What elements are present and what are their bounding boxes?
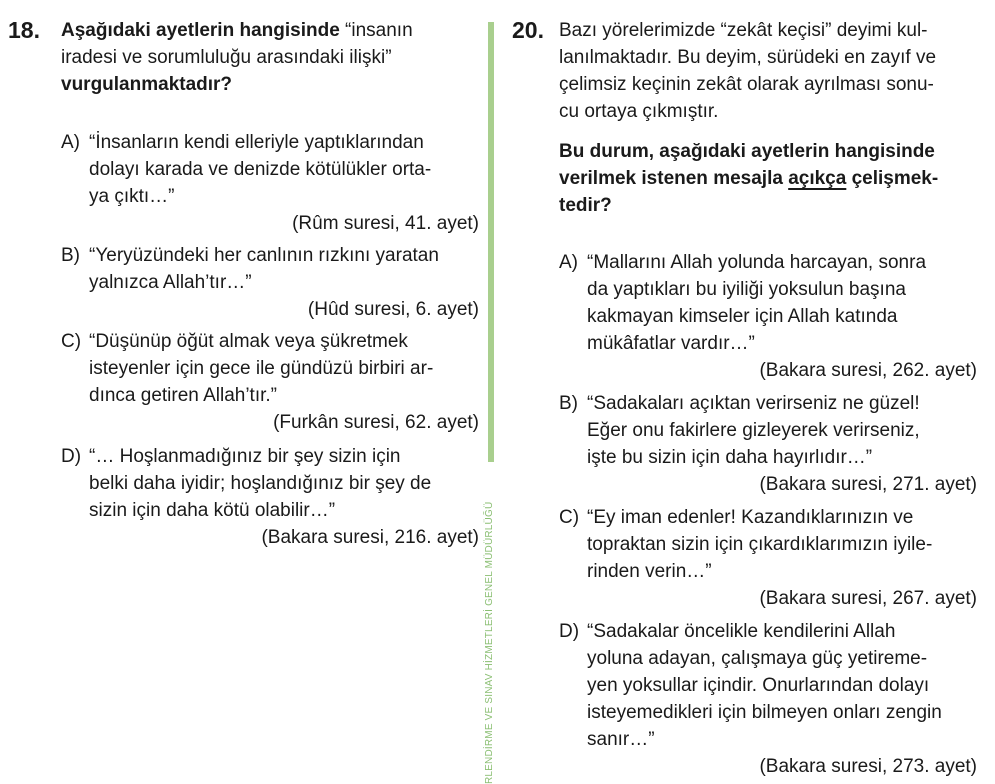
option-text-line: “Mallarını Allah yolunda harcayan, sonra xyxy=(587,252,927,273)
option-label: B) xyxy=(61,245,80,266)
option-text-line: “Ey iman edenler! Kazandıklarınızın ve xyxy=(587,507,914,528)
option-text-line: rinden verin…” xyxy=(587,561,712,582)
verse-reference: (Bakara suresi, 271. ayet) xyxy=(759,474,977,495)
verse-reference: (Furkân suresi, 62. ayet) xyxy=(273,412,479,433)
column-divider xyxy=(488,22,494,462)
option-label: C) xyxy=(61,331,82,352)
option-label: D) xyxy=(559,621,580,642)
option-text-line: yalnızca Allah’tır…” xyxy=(89,272,252,293)
option-text-line: sanır…” xyxy=(587,729,655,750)
option-text-line: “İnsanların kendi elleriyle yaptıklarından xyxy=(89,132,424,153)
option-label: D) xyxy=(61,446,82,467)
question-stem-line: Bu durum, aşağıdaki ayetlerin hangisinde xyxy=(559,141,935,162)
option-label: A) xyxy=(559,252,578,273)
option-text-line: da yaptıkları bu iyiliği yoksulun başına xyxy=(587,279,906,300)
verse-reference: (Rûm suresi, 41. ayet) xyxy=(292,213,479,234)
option-text-line: “Sadakaları açıktan verirseniz ne güzel! xyxy=(587,393,920,414)
option-text-line: dınca getiren Allah’tır.” xyxy=(89,385,277,406)
option-text-line: ya çıktı…” xyxy=(89,186,175,207)
sidebar-watermark-text: RLENDİRME VE SINAV HİZMETLERİ GENEL MÜDÜRLÜĞÜ xyxy=(484,501,495,784)
question-stem-line: vurgulanmaktadır? xyxy=(61,74,233,95)
verse-reference: (Bakara suresi, 267. ayet) xyxy=(759,588,977,609)
question-stem-line: verilmek istenen mesajla açıkça çelişmek- xyxy=(559,168,939,189)
question-stem-line: tedir? xyxy=(559,195,612,216)
option-text-line: yoluna adayan, çalışmaya güç yetireme- xyxy=(587,648,928,669)
question-stem-line: Aşağıdaki ayetlerin hangisinde “insanın xyxy=(61,20,413,41)
question-number: 20. xyxy=(512,17,544,43)
intro-line: çelimsiz keçinin zekât olarak ayrılması sonu- xyxy=(559,74,934,95)
verse-reference: (Bakara suresi, 273. ayet) xyxy=(759,756,977,777)
option-text-line: dolayı karada ve denizde kötülükler orta- xyxy=(89,159,432,180)
option-text-line: mükâfatlar vardır…” xyxy=(587,333,755,354)
intro-line: cu ortaya çıkmıştır. xyxy=(559,101,719,122)
option-text-line: “… Hoşlanmadığınız bir şey sizin için xyxy=(89,446,401,467)
option-text-line: isteyemedikleri için bilmeyen onları zengin xyxy=(587,702,942,723)
option-text-line: topraktan sizin için çıkardıklarımızın iyile- xyxy=(587,534,933,555)
option-text-line: “Sadakalar öncelikle kendilerini Allah xyxy=(587,621,896,642)
intro-line: lanılmaktadır. Bu deyim, sürüdeki en zayıf ve xyxy=(559,47,937,68)
option-text-line: “Yeryüzündeki her canlının rızkını yaratan xyxy=(89,245,439,266)
option-text-line: sizin için daha kötü olabilir…” xyxy=(89,500,336,521)
option-label: B) xyxy=(559,393,578,414)
option-text-line: kakmayan kimseler için Allah katında xyxy=(587,306,898,327)
intro-line: Bazı yörelerimizde “zekât keçisi” deyimi kul- xyxy=(559,20,928,41)
question-number: 18. xyxy=(8,17,40,43)
option-text-line: Eğer onu fakirlere gizleyerek verirseniz, xyxy=(587,420,920,441)
option-text-line: işte bu sizin için daha hayırlıdır…” xyxy=(587,447,873,468)
option-text-line: isteyenler için gece ile gündüzü birbiri ar- xyxy=(89,358,434,379)
emphasis-underlined-word: açıkça xyxy=(788,168,847,189)
verse-reference: (Hûd suresi, 6. ayet) xyxy=(307,299,479,320)
option-text-line: belki daha iyidir; hoşlandığınız bir şey de xyxy=(89,473,432,494)
verse-reference: (Bakara suresi, 262. ayet) xyxy=(759,360,977,381)
option-text-line: “Düşünüp öğüt almak veya şükretmek xyxy=(89,331,408,352)
question-stem-line: iradesi ve sorumluluğu arasındaki ilişki” xyxy=(61,47,392,68)
option-text-line: yen yoksullar içindir. Onurlarından dolayı xyxy=(587,675,930,696)
option-label: A) xyxy=(61,132,80,153)
verse-reference: (Bakara suresi, 216. ayet) xyxy=(261,527,479,548)
option-label: C) xyxy=(559,507,580,528)
